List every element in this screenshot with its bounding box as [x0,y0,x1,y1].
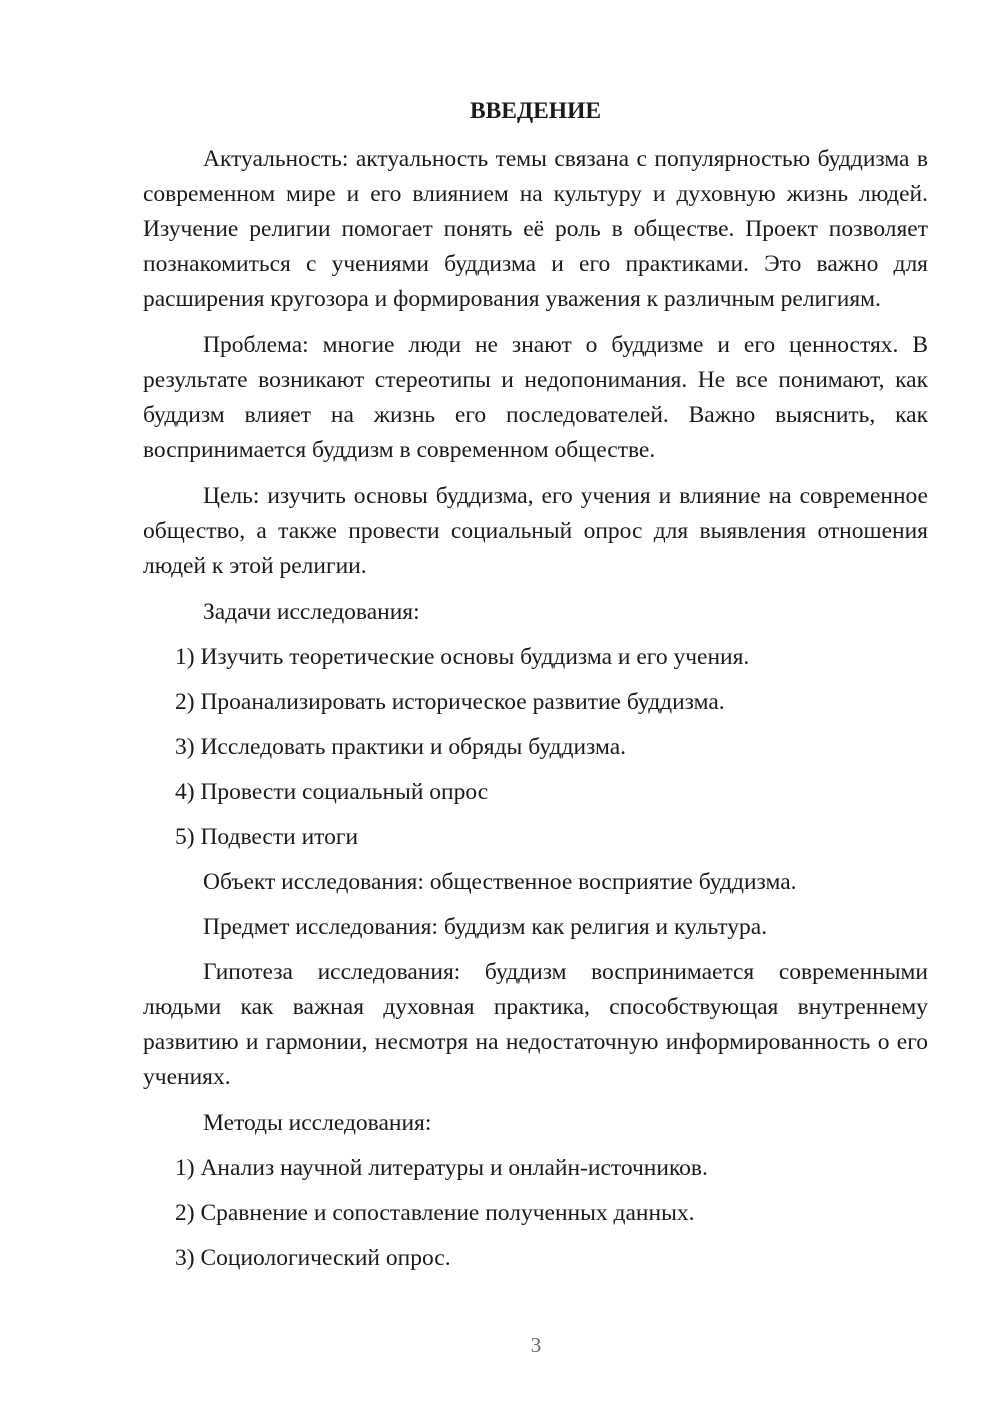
method-item: 2) Сравнение и сопоставление полученных данных. [175,1200,695,1226]
methods-list [143,1151,928,1276]
object-line: Объект исследования: общественное восприятие буддизма. [203,869,797,895]
tasks-heading: Задачи исследования: [203,599,420,625]
hypothesis-paragraph: Гипотеза исследования: буддизм воспринимается современными людьми как важная духовная практика, способствующая внутреннему развитию и гармонии, несмотря на недостаточную информированность о его учениях. [143,959,928,1090]
relevance-paragraph: Актуальность: актуальность темы связана с популярностью буддизма в современном мире и его влиянием на культуру и духовную жизнь людей. Изучение религии помогает понять её роль в обществе. Проект позволяет познакомиться с учениями буддизма и его практиками. Это важно для расширения кругозора и формирования уважения к различным религиям. [143,146,928,312]
problem-paragraph: Проблема: многие люди не знают о буддизме и его ценностях. В результате возникают стереотипы и недопонимания. Не все понимают, как буддизм влияет на жизнь его последователей. Важно выяснить, как воспринимается буддизм в современном обществе. [143,332,928,463]
task-item: 5) Подвести итоги [175,824,359,850]
method-item: 3) Социологический опрос. [175,1245,451,1271]
task-item: 4) Провести социальный опрос [175,779,489,805]
method-item: 1) Анализ научной литературы и онлайн-источников. [175,1155,708,1181]
task-item: 2) Проанализировать историческое развитие буддизма. [175,689,725,715]
task-item: 1) Изучить теоретические основы буддизма и его учения. [175,644,750,670]
tasks-list [143,640,928,855]
page-content [143,94,928,1286]
subject-line: Предмет исследования: буддизм как религия и культура. [203,914,768,940]
section-title: ВВЕДЕНИЕ [469,98,602,124]
goal-paragraph: Цель: изучить основы буддизма, его учения и влияние на современное общество, а также провести социальный опрос для выявления отношения людей к этой религии. [143,483,928,579]
page-number: 3 [530,1333,542,1357]
task-item: 3) Исследовать практики и обряды буддизма. [175,734,627,760]
methods-heading: Методы исследования: [203,1110,432,1136]
